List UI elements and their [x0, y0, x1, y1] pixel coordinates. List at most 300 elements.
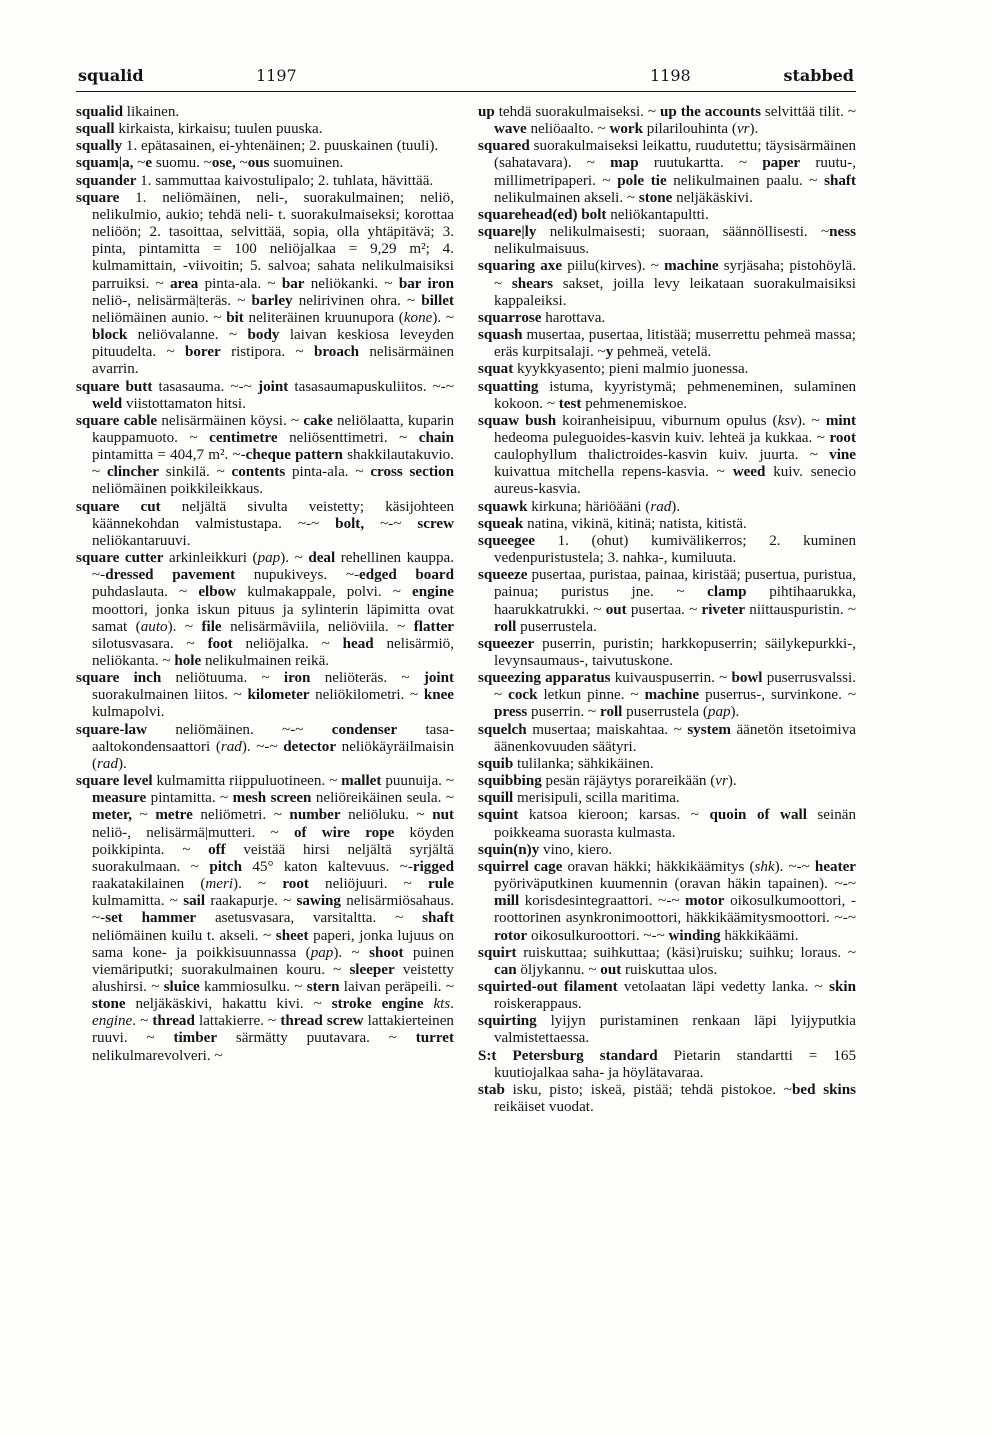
entry-text: korisdesintegraattori. ~-~ [519, 893, 686, 910]
entry-text: kuivauspuserrin. ~ [610, 670, 732, 687]
entry-term: edged board [359, 567, 454, 584]
entry-text: nelikulmainen akseli. ~ [494, 189, 639, 206]
entry-term: nut [432, 807, 455, 824]
entry-term: shoot [369, 944, 404, 961]
entry-term: vine [829, 447, 856, 464]
entry-term: mesh screen [232, 790, 312, 807]
entry-text: neliöjalka. ~ [232, 635, 343, 652]
entry-term: system [687, 721, 731, 738]
entry-text: letkun pinne. ~ [537, 687, 645, 704]
entry-term: thread screw [280, 1013, 364, 1030]
entry-text: . [450, 996, 455, 1013]
entry-text: nelisärmäinen köysi. ~ [157, 412, 304, 429]
dictionary-entry [478, 413, 856, 499]
dictionary-entry [478, 258, 856, 309]
entry-text: puserrustela. [516, 618, 597, 635]
entry-term: square butt [76, 378, 153, 395]
entry-term: engine [412, 584, 454, 601]
entry-text: nelisärmäviila, neliöviila. ~ [221, 618, 414, 635]
entry-text: nelirivinen ohra. ~ [292, 292, 422, 309]
entry-text: neliöteräs. ~ [310, 670, 424, 687]
entry-text: pihtihaarukka, haarukkatrukki. ~ [494, 584, 856, 618]
entry-term: file [201, 618, 222, 635]
entry-text: ristipora. ~ [220, 344, 314, 361]
entry-term: S:t Petersburg standard [478, 1047, 658, 1064]
entry-abbrev: rad [97, 755, 118, 772]
entry-text: ~-~ [364, 515, 418, 532]
entry-text: neliökilometri. ~ [309, 687, 424, 704]
entry-term: squash [478, 327, 523, 344]
dictionary-entry [76, 722, 454, 773]
entry-term: y [605, 344, 614, 361]
entry-text: seinän poikkeama suorasta kulmasta. [494, 807, 856, 841]
entry-term: sluice [163, 978, 200, 995]
entry-abbrev: engine [92, 1013, 133, 1030]
entry-text: lyijyn puristaminen renkaan läpi lyijyputkia valmistettaessa. [494, 1013, 856, 1047]
entry-text: tasa-aaltokondensaattori ( [92, 721, 454, 755]
entry-term: sail [183, 893, 206, 910]
left-page-number: 1197 [256, 66, 297, 85]
entry-term: foot [207, 635, 233, 652]
entry-text: neliöreikäinen seula. ~ [311, 790, 454, 807]
entry-text: tasasaumapuskuliitos. ~-~ [288, 378, 454, 395]
entry-text: 45° katon kaltevuus. ~- [242, 858, 413, 875]
entry-text: ~ [235, 155, 248, 172]
entry-term: heater [814, 858, 856, 875]
entry-term: press [494, 704, 528, 721]
entry-text: vino, kiero. [539, 841, 613, 858]
entry-text: neliökantaruuvi. [92, 532, 191, 549]
entry-term: root [282, 876, 309, 893]
dictionary-entry [478, 516, 856, 533]
entry-term: knee [423, 687, 454, 704]
page-header [78, 66, 854, 90]
entry-text: köyden poikkipinta. ~ [92, 824, 454, 858]
entry-term: bolt, [335, 515, 365, 532]
entry-term: test [558, 395, 582, 412]
entry-text: puunuija. ~ [381, 773, 454, 790]
entry-text: puinen viemäriputki; suorakulmainen kouru. ~ [92, 944, 454, 978]
entry-abbrev: vr [736, 121, 750, 138]
entry-text: ~ [133, 155, 146, 172]
entry-text: neliölaatta, kuparin kauppamuoto. ~ [92, 412, 454, 446]
entry-text: neliökantapultti. [606, 206, 709, 223]
entry-term: squalid [76, 104, 123, 120]
dictionary-entry [76, 190, 454, 379]
left-guide-word: squalid [78, 66, 144, 85]
entry-term: clincher [106, 464, 159, 481]
entry-text: natina, vikinä, kitinä; natista, kitistä. [523, 515, 747, 532]
entry-term: rigged [412, 858, 454, 875]
entry-term: elbow [198, 584, 237, 601]
dictionary-entry [478, 138, 856, 207]
entry-text: pinta-ala. ~ [285, 464, 371, 481]
entry-text: raakatakilainen ( [92, 876, 206, 893]
entry-text: nelikulmaisuus. [494, 241, 590, 258]
entry-text: neljältä sivulta veistetty; käsijohteen käännekohdan valmistustapa. ~-~ [92, 498, 454, 532]
entry-text: neliötuuma. ~ [161, 670, 284, 687]
entry-term: sheet [275, 927, 309, 944]
entry-text: suorakulmainen liitos. ~ [92, 687, 248, 704]
entry-text: ). [727, 773, 737, 790]
entry-term: stone [92, 996, 126, 1013]
entry-term: mill [494, 893, 520, 910]
entry-term: squall [76, 121, 115, 138]
entry-text: ruiskuttaa ulos. [621, 961, 718, 978]
entry-text: tulilanka; sähkikäinen. [513, 755, 654, 772]
entry-term: barley [251, 292, 293, 309]
entry-term: condenser [331, 721, 398, 738]
entry-text: asetusvasara, varsitaltta. ~ [196, 910, 423, 927]
entry-text: istuma, kyyristymä; pehmeneminen, sulaminen kokoon. ~ [494, 378, 856, 412]
entry-term: off [208, 841, 226, 858]
entry-term: detector [283, 738, 337, 755]
entry-text: särmätty puutavara. ~ [217, 1030, 416, 1047]
entry-text: pyöriväputkinen kuumennin (oravan häkin tapainen). ~-~ [494, 876, 856, 893]
entry-term: squam|a, [76, 155, 134, 172]
entry-term: turret [415, 1030, 454, 1047]
dictionary-entry [478, 499, 856, 516]
entry-term: square cable [76, 412, 158, 429]
entry-text: kuiv. senecio aureus-kasvia. [494, 464, 856, 498]
entry-term: joint [423, 670, 455, 687]
entry-term: roll [494, 618, 517, 635]
entry-term: squarehead(ed) bolt [478, 206, 607, 223]
entry-text: neliöluku. ~ [340, 807, 433, 824]
right-column [478, 104, 856, 1116]
entry-text: veistetty alushirsi. ~ [92, 961, 454, 995]
entry-term: measure [92, 790, 147, 807]
entry-term: up the accounts [659, 104, 761, 120]
entry-term: chain [418, 429, 454, 446]
entry-text: kulmamitta riippuluotineen. ~ [152, 773, 342, 790]
entry-term: contents [231, 464, 286, 481]
dictionary-entry [76, 413, 454, 499]
entry-text: neliövalanne. ~ [127, 327, 248, 344]
entry-term: squib [478, 755, 514, 772]
entry-text: piilu(kirves). ~ [562, 258, 665, 275]
entry-term: squelch [478, 721, 527, 738]
entry-text: öljykannu. ~ [516, 961, 601, 978]
entry-text: tasasauma. ~-~ [152, 378, 259, 395]
entry-text: pinta-ala. ~ [198, 275, 282, 292]
entry-text: neljäkäskivi, hakattu kivi. ~ [125, 996, 332, 1013]
entry-term: stone [638, 189, 673, 206]
entry-term: stern [306, 978, 340, 995]
dictionary-entry [478, 790, 856, 807]
dictionary-entry [76, 104, 454, 121]
entry-term: ose, [211, 155, 236, 172]
entry-term: squaw bush [478, 412, 557, 429]
entry-text: kammiosulku. ~ [199, 978, 307, 995]
entry-text: neliteräinen kruunupora ( [243, 309, 404, 326]
header-rule [76, 91, 856, 92]
entry-text: ). ~ [333, 944, 370, 961]
dictionary-entry [478, 361, 856, 378]
entry-text: 1. neliömäinen, neli-, suorakulmainen; neliö, nelikulmio, aukio; tehdä neli- t. suorakulmaiseksi; korottaa neliöön; 2. tasoittaa, selvittää, sopia, olla yhtäpitävä; 3. pinta, pintamitta = 100 neliöjalkaa = 9,29 m²; 4. kulmamittain, -viivoitin; 5. salvoa; sahata nelikulmaisiksi parruiksi. ~ [92, 189, 454, 292]
entry-term: centimetre [209, 429, 278, 446]
entry-term: squander [76, 172, 137, 189]
entry-text: laivan peräpeili. ~ [339, 978, 454, 995]
entry-term: square cut [76, 498, 161, 515]
entry-abbrev: pap [707, 704, 731, 721]
entry-abbrev: kone [403, 309, 433, 326]
entry-text: ). ~ [796, 412, 826, 429]
entry-term: bar [281, 275, 305, 292]
dictionary-entry [478, 207, 856, 224]
entry-text: neliö-, nelisärmä|mutteri. ~ [92, 824, 294, 841]
entry-text: sakset, joilla levy leikataan suorakulmaisiksi kappaleiksi. [494, 275, 856, 309]
entry-abbrev: vr [715, 773, 728, 790]
entry-term: rule [428, 876, 455, 893]
entry-term: iron [283, 670, 311, 687]
entry-text: ). [749, 121, 759, 138]
entry-term: squin(n)y [478, 841, 540, 858]
entry-text: neliömäinen poikkileikkaus. [92, 481, 264, 498]
entry-term: squibbing [478, 773, 542, 790]
entry-text: roiskerappaus. [494, 996, 582, 1013]
entry-term: screw [417, 515, 454, 532]
entry-text: nelikulmainen paalu. ~ [666, 172, 825, 189]
dictionary-entry [76, 550, 454, 670]
entry-term: squarrose [478, 309, 542, 326]
entry-text: kuivattua mitchella repens-kasvia. ~ [494, 464, 733, 481]
entry-text: rehellinen kauppa. ~- [92, 550, 454, 584]
entry-term: sleeper [349, 961, 395, 978]
right-page-number: 1198 [650, 66, 691, 85]
entry-text: oikosulkumoottori, -roottorinen asynkronimoottori, häkkikäämitysmoottori. ~-~ [494, 893, 856, 927]
entry-text: Pietarin standartti = 165 kuutiojalkaa saha- ja höylätavaraa. [494, 1047, 856, 1081]
entry-text: vetolaatan läpi vedetty lanka. ~ [617, 978, 830, 995]
entry-text: nelisärmäinen avarrin. [92, 344, 454, 378]
dictionary-entry [478, 979, 856, 1013]
entry-term: squirt [478, 944, 517, 961]
entry-term: of wire rope [293, 824, 395, 841]
entry-term: map [610, 155, 639, 172]
entry-text: ). ~ [167, 618, 202, 635]
entry-text: harottava. [541, 309, 606, 326]
entry-term: squeegee [478, 532, 536, 549]
entry-term: square [76, 189, 120, 206]
entry-term: pitch [209, 858, 243, 875]
entry-text: neliökäyräilmaisin ( [92, 738, 455, 772]
entry-abbrev: rad [220, 738, 242, 755]
entry-abbrev: rad [650, 498, 672, 515]
dictionary-entry [478, 756, 856, 773]
entry-abbrev: kts [433, 996, 451, 1013]
entry-text: ). ~ [432, 309, 455, 326]
entry-term: machine [644, 687, 700, 704]
dictionary-entry [478, 636, 856, 670]
entry-term: number [289, 807, 341, 824]
dictionary-entry [478, 224, 856, 258]
entry-text: sinkilä. ~ [158, 464, 232, 481]
entry-text: syrjäsaha; pistohöylä. ~ [494, 258, 856, 292]
entry-term: cross section [370, 464, 454, 481]
entry-text: shakkilautakuvio. ~ [92, 447, 455, 481]
entry-text: . ~ [132, 1013, 153, 1030]
entry-term: motor [685, 893, 725, 910]
entry-term: up [478, 104, 495, 120]
entry-text: moottori, jonka iskun pituus ja sylinterin läpimitta ovat samat ( [92, 601, 454, 635]
entry-term: can [494, 961, 517, 978]
entry-text: pilarilouhinta ( [643, 121, 737, 138]
entry-term: sawing [296, 893, 341, 910]
entry-term: out [600, 961, 622, 978]
entry-text: pusertaa, puristaa, painaa, kiristää; pusertua, puristua, painua; puristus jne. ~ [494, 567, 856, 601]
entry-abbrev: auto [140, 618, 168, 635]
entry-term: square-law [76, 721, 148, 738]
entry-term: broach [313, 344, 359, 361]
entry-text: neliökanki. ~ [304, 275, 399, 292]
entry-text: ruutu-, millimetripaperi. ~ [494, 155, 856, 189]
entry-text: musertaa, pusertaa, litistää; muserrettu pehmeä massa; eräs kurpitsalaji. ~ [494, 327, 856, 361]
entry-term: work [609, 121, 644, 138]
entry-text: ). ~ [280, 550, 309, 567]
entry-term: cock [508, 687, 538, 704]
entry-term: borer [184, 344, 221, 361]
entry-text: neliömäinen kuilu t. akseli. ~ [92, 927, 276, 944]
entry-term: bar iron [398, 275, 455, 292]
dictionary-entry [478, 1082, 856, 1116]
entry-abbrev: shk [754, 858, 775, 875]
entry-text: merisipuli, scilla maritima. [513, 790, 680, 807]
entry-term: squaring axe [478, 258, 563, 275]
dictionary-entry [478, 773, 856, 790]
entry-text: ). [671, 498, 681, 515]
entry-text: reikäiset vuodat. [494, 1099, 594, 1116]
dictionary-entry [76, 670, 454, 721]
entry-term: pole tie [617, 172, 667, 189]
entry-text: ). ~-~ [241, 738, 284, 755]
entry-text: neliöjuuri. ~ [308, 876, 429, 893]
entry-term: winding [668, 927, 721, 944]
dictionary-entry [76, 173, 454, 190]
entry-text: äänetön itsetoimiva äänenkovuuden säätyri. [494, 721, 856, 755]
entry-term: block [92, 327, 128, 344]
entry-text: nelisärmiösahaus. ~- [92, 893, 454, 927]
entry-term: wave [494, 121, 527, 138]
entry-text: suomu. ~ [152, 155, 212, 172]
entry-term: squirrel cage [478, 858, 563, 875]
entry-term: billet [421, 292, 454, 309]
entry-text: pintamitta = 404,7 m². ~- [92, 447, 246, 464]
entry-text: ). ~-~ [774, 858, 815, 875]
entry-term: head [342, 635, 374, 652]
entry-term: skin [829, 978, 856, 995]
entry-term: metre [155, 807, 193, 824]
dictionary-entry [76, 379, 454, 413]
entry-text: laivan keskiosa leveyden pituudelta. ~ [92, 327, 454, 361]
entry-term: bowl [731, 670, 763, 687]
dictionary-entry [478, 859, 856, 945]
entry-text: puserrusvalssi. ~ [494, 670, 856, 704]
entry-text: pesän räjäytys porareikään ( [541, 773, 716, 790]
dictionary-entry [478, 807, 856, 841]
entry-term: square|ly [478, 224, 537, 241]
dictionary-entry [478, 670, 856, 721]
dictionary-entry [76, 138, 454, 155]
entry-term: squared [478, 138, 530, 155]
dictionary-entry [76, 773, 454, 1065]
entry-text: pehmenemiskoe. [581, 395, 688, 412]
entry-abbrev: ksv [777, 412, 797, 429]
entry-text: lattakierre. ~ [194, 1013, 281, 1030]
entry-text: ). [118, 755, 127, 772]
entry-text: 1. (ohut) kumivälikerros; 2. kuminen vedenpuristustela; 3. nahka-, kumiluuta. [494, 532, 856, 567]
entry-term: squeeze [478, 567, 528, 584]
entry-text [424, 996, 434, 1012]
entry-term: riveter [701, 601, 746, 618]
entry-term: kilometer [247, 687, 310, 704]
entry-text: nelikulmainen reikä. [201, 653, 330, 669]
entry-term: squat [478, 361, 514, 378]
entry-text: tehdä suorakulmaiseksi. ~ [494, 104, 660, 120]
entry-text: paperi, jonka lujuus on sama kone- ja poikkisuunnassa ( [92, 927, 455, 961]
entry-text: kulmakappale, polvi. ~ [236, 584, 413, 601]
entry-term: clamp [707, 584, 747, 601]
entry-text: ). ~ [233, 876, 283, 893]
entry-term: set hammer [105, 910, 197, 927]
entry-text: niittauspuristin. ~ [745, 601, 856, 618]
dictionary-entry [478, 567, 856, 636]
entry-term: body [247, 327, 280, 344]
dictionary-entry [478, 722, 856, 756]
entry-text: veistää hirsi neljältä syrjältä suorakulmaan. ~ [92, 841, 454, 875]
entry-text: arkinleikkuri ( [163, 550, 258, 567]
entry-text: 1. sammuttaa kaivostulipalo; 2. tuhlata, hävittää. [136, 172, 434, 189]
entry-term: squirted-out filament [478, 978, 618, 995]
entry-text: häkkikäämi. [720, 927, 799, 944]
entry-term: quoin of wall [709, 807, 807, 824]
entry-text: selvittää tilit. ~ [760, 104, 856, 120]
dictionary-entry [76, 155, 454, 172]
entry-term: squeak [478, 515, 524, 532]
entry-text: oikosulkuroottori. ~-~ [527, 927, 669, 944]
entry-text: raakapurje. ~ [205, 893, 297, 910]
entry-text: neljäkäskivi. [672, 189, 753, 206]
entry-text: silotusvasara. ~ [92, 635, 208, 652]
dictionary-entry [76, 499, 454, 550]
entry-term: thread [152, 1013, 195, 1030]
entry-term: deal [308, 550, 336, 567]
entry-text: kyykkyasento; pieni malmio juonessa. [513, 361, 749, 378]
entry-text: neliöaalto. ~ [526, 121, 610, 138]
entry-text: puhdaslauta. ~ [92, 584, 199, 601]
entry-text: ruutukartta. ~ [638, 155, 763, 172]
entry-term: squeezer [478, 635, 535, 652]
dictionary-entry [478, 1013, 856, 1047]
dictionary-entry [478, 104, 856, 138]
entry-text: koiranheisipuu, viburnum opulus ( [556, 412, 778, 429]
entry-term: e [145, 155, 153, 172]
entry-text: neliösenttimetri. ~ [277, 429, 419, 446]
dictionary-entry [478, 310, 856, 327]
entry-text: nupukiveys. ~- [235, 567, 360, 584]
entry-text: neliö-, nelisärmä|teräs. ~ [92, 292, 252, 309]
entry-text: suomuinen. [269, 155, 344, 172]
entry-text: pintamitta. ~ [146, 790, 233, 807]
entry-text: nelikulmaisesti; suoraan, säännöllisesti. ~ [536, 224, 830, 241]
right-guide-word: stabbed [783, 66, 854, 85]
entry-text: neliömetri. ~ [192, 807, 290, 824]
entry-term: roll [600, 704, 623, 721]
entry-term: stroke engine [331, 996, 424, 1013]
entry-text: ~ [132, 807, 156, 824]
entry-text: hedeoma puleguoides-kasvin kuiv. lehteä ja kukkaa. ~ [494, 429, 830, 446]
entry-text: neliömäinen. ~-~ [147, 721, 332, 738]
entry-term: ness [829, 224, 856, 241]
